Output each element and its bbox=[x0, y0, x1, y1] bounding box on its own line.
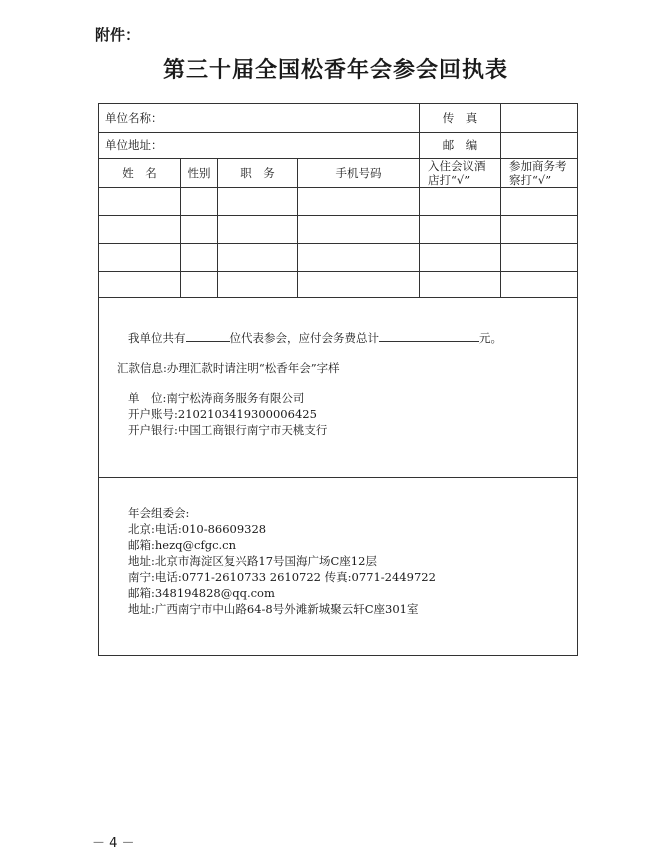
page-title: 第三十届全国松香年会参会回执表 bbox=[162, 58, 508, 83]
unit-name-field[interactable] bbox=[169, 105, 417, 132]
payee-unit: 单 位:南宁松涛商务服务有限公司 bbox=[128, 391, 305, 405]
nanning-email: 邮箱:348194828@qq.com bbox=[128, 586, 275, 600]
attendees-suffix: 元。 bbox=[479, 331, 502, 345]
unit-name-label: 单位名称： bbox=[105, 111, 163, 125]
beijing-phone: 北京:电话:010-86609328 bbox=[128, 522, 267, 536]
nanning-phone: 南宁:电话:0771-2610733 2610722 传真:0771-2449722 bbox=[128, 570, 436, 584]
attendees-mid: 位代表参会，应付会务费总计 bbox=[229, 331, 379, 345]
table-row[interactable] bbox=[99, 216, 577, 243]
reply-form-table bbox=[98, 103, 578, 656]
column-header-gender: 性别 bbox=[187, 166, 211, 180]
page-number: － 4 － bbox=[92, 836, 135, 851]
fee-total-blank[interactable] bbox=[379, 329, 479, 342]
beijing-address: 地址:北京市海淀区复兴路17号国海广场C座12层 bbox=[128, 554, 377, 568]
unit-address-field[interactable] bbox=[169, 133, 417, 158]
beijing-email: 邮箱:hezq@cfgc.cn bbox=[128, 538, 237, 552]
table-row[interactable] bbox=[99, 244, 577, 271]
postcode-label: 邮 编 bbox=[442, 138, 478, 152]
fax-field[interactable] bbox=[501, 105, 577, 132]
row-divider bbox=[99, 297, 577, 298]
fax-label: 传 真 bbox=[442, 111, 478, 125]
table-row[interactable] bbox=[99, 188, 577, 215]
remit-note: 汇款信息:办理汇款时请注明“松香年会”字样 bbox=[117, 361, 340, 375]
table-row[interactable] bbox=[99, 272, 577, 297]
column-header-hotel bbox=[428, 159, 500, 187]
bank-account: 开户账号:2102103419300006425 bbox=[128, 407, 317, 421]
bank-name: 开户银行:中国工商银行南宁市天桃支行 bbox=[128, 423, 328, 437]
attendee-count-blank[interactable] bbox=[186, 329, 230, 342]
column-header-tour-line1: 参加商务考 bbox=[509, 159, 567, 173]
nanning-address: 地址:广西南宁市中山路64-8号外滩新城聚云轩C座301室 bbox=[128, 602, 419, 616]
unit-address-label: 单位地址： bbox=[105, 138, 163, 152]
column-header-hotel-line1: 入住会议酒 bbox=[428, 159, 486, 173]
column-header-hotel-line2: 店打“√” bbox=[428, 173, 471, 187]
attachment-label: 附件： bbox=[95, 26, 141, 44]
column-header-tour bbox=[509, 159, 577, 187]
section-divider bbox=[99, 477, 577, 478]
column-header-tour-line2: 察打“√” bbox=[509, 173, 552, 187]
committee-heading: 年会组委会: bbox=[128, 506, 190, 520]
column-header-position: 职 务 bbox=[240, 166, 275, 180]
row-divider bbox=[99, 158, 577, 159]
column-header-name: 姓 名 bbox=[122, 166, 157, 180]
attendees-line bbox=[128, 329, 502, 345]
column-header-phone: 手机号码 bbox=[335, 166, 382, 180]
postcode-field[interactable] bbox=[501, 133, 577, 158]
attendees-prefix: 我单位共有 bbox=[128, 331, 186, 345]
